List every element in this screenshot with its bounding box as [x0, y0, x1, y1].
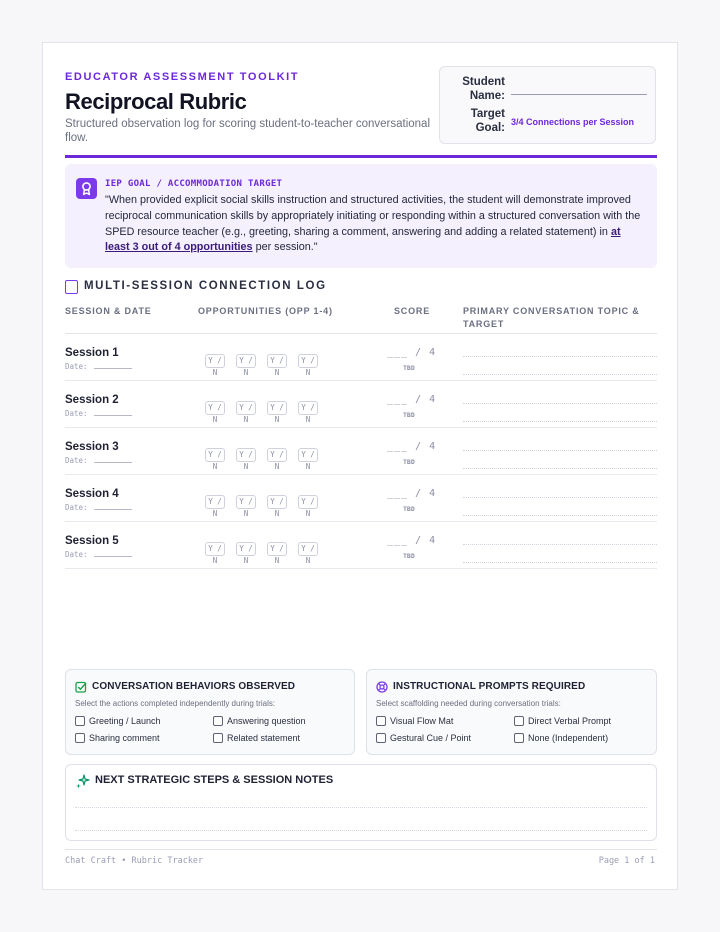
date-label: Date:	[65, 503, 88, 512]
topic-line[interactable]	[463, 421, 657, 422]
goal-label-line2: Goal:	[475, 122, 505, 134]
checkbox-label: Sharing comment	[89, 733, 160, 743]
clipboard-icon	[65, 280, 78, 294]
date-label: Date:	[65, 456, 88, 465]
date-field[interactable]	[94, 504, 132, 510]
col-opportunities-header: OPPORTUNITIES (OPP 1-4)	[198, 306, 333, 316]
date-field[interactable]	[94, 410, 132, 416]
opportunity-2-toggle[interactable]: Y / N	[236, 495, 256, 509]
checkbox-label: Greeting / Launch	[89, 716, 161, 726]
session-date[interactable]	[65, 550, 132, 559]
session-row	[65, 428, 657, 475]
iep-goal-box	[65, 164, 657, 268]
checkbox-box[interactable]	[213, 716, 223, 726]
goal-text-emphasis: at least 3 out of 4 opportunities	[105, 225, 621, 254]
opportunity-4-toggle[interactable]: Y / N	[298, 354, 318, 368]
session-row	[65, 475, 657, 522]
score-status: TBD	[403, 552, 415, 560]
checkbox-direct-verbal[interactable]	[514, 716, 611, 726]
target-goal-label	[445, 107, 505, 135]
session-label: Session 5	[65, 535, 119, 547]
student-info-box	[439, 66, 656, 144]
opportunity-2-toggle[interactable]: Y / N	[236, 354, 256, 368]
notes-title: NEXT STRATEGIC STEPS & SESSION NOTES	[95, 774, 334, 786]
behaviors-subtitle: Select the actions completed independently during trials:	[75, 699, 276, 708]
opportunity-1-toggle[interactable]: Y / N	[205, 401, 225, 415]
topic-line[interactable]	[463, 403, 657, 404]
topic-line[interactable]	[463, 544, 657, 545]
session-label: Session 4	[65, 488, 119, 500]
topic-line[interactable]	[463, 562, 657, 563]
checkbox-label: None (Independent)	[528, 733, 609, 743]
opportunity-1-toggle[interactable]: Y / N	[205, 542, 225, 556]
score-field[interactable]: ___ / 4	[387, 347, 437, 358]
checkbox-label: Answering question	[227, 716, 306, 726]
session-date[interactable]	[65, 503, 132, 512]
iep-goal-label: IEP GOAL / ACCOMMODATION TARGET	[105, 179, 283, 189]
score-field[interactable]: ___ / 4	[387, 394, 437, 405]
opportunity-2-toggle[interactable]: Y / N	[236, 542, 256, 556]
opportunity-3-toggle[interactable]: Y / N	[267, 495, 287, 509]
date-field[interactable]	[94, 551, 132, 557]
session-label: Session 1	[65, 347, 119, 359]
checkbox-box[interactable]	[514, 716, 524, 726]
notes-line	[75, 830, 647, 831]
opportunity-2-toggle[interactable]: Y / N	[236, 448, 256, 462]
topic-line[interactable]	[463, 468, 657, 469]
checkbox-box[interactable]	[213, 733, 223, 743]
checkbox-box[interactable]	[75, 716, 85, 726]
goal-text-end: per session."	[252, 241, 318, 254]
checkbox-box[interactable]	[376, 733, 386, 743]
footer-divider	[65, 849, 657, 850]
opportunity-4-toggle[interactable]: Y / N	[298, 542, 318, 556]
opportunity-3-toggle[interactable]: Y / N	[267, 542, 287, 556]
behaviors-title: CONVERSATION BEHAVIORS OBSERVED	[92, 681, 296, 692]
opportunity-1-toggle[interactable]: Y / N	[205, 354, 225, 368]
score-status: TBD	[403, 458, 415, 466]
session-row	[65, 381, 657, 428]
col-session-header: SESSION & DATE	[65, 306, 152, 316]
page-title: Reciprocal Rubric	[65, 89, 247, 114]
student-name-field[interactable]	[511, 94, 647, 95]
prompts-card	[366, 669, 657, 755]
checkbox-visual-flow-mat[interactable]	[376, 716, 453, 726]
opportunity-4-toggle[interactable]: Y / N	[298, 401, 318, 415]
checkbox-label: Visual Flow Mat	[390, 716, 454, 726]
opportunity-1-toggle[interactable]: Y / N	[205, 448, 225, 462]
lifebuoy-icon	[376, 681, 388, 693]
toolkit-eyebrow: EDUCATOR ASSESSMENT TOOLKIT	[65, 71, 300, 83]
header-divider	[65, 155, 657, 158]
topic-line[interactable]	[463, 515, 657, 516]
notes-line	[75, 807, 647, 808]
checkbox-gestural-cue[interactable]	[376, 733, 471, 743]
date-field[interactable]	[94, 363, 132, 369]
student-label-line1: Student	[462, 76, 505, 88]
topic-line[interactable]	[463, 356, 657, 357]
col-score-header: SCORE	[394, 306, 431, 316]
session-label: Session 2	[65, 394, 119, 406]
iep-goal-text	[105, 193, 641, 256]
student-name-label	[445, 75, 505, 103]
date-label: Date:	[65, 409, 88, 418]
date-label: Date:	[65, 550, 88, 559]
checkbox-label: Gestural Cue / Point	[390, 733, 472, 743]
opportunity-2-toggle[interactable]: Y / N	[236, 401, 256, 415]
checkbox-box[interactable]	[514, 733, 524, 743]
check-square-icon	[75, 681, 87, 693]
student-label-line2: Name:	[469, 90, 505, 102]
checkbox-label: Related statement	[227, 733, 301, 743]
page-subtitle: Structured observation log for scoring student-to-teacher conversational flow.	[65, 118, 431, 144]
award-ribbon-icon	[76, 178, 97, 199]
date-field[interactable]	[94, 457, 132, 463]
score-field[interactable]: ___ / 4	[387, 535, 437, 546]
behaviors-card	[65, 669, 355, 755]
goal-text-main: "When provided explicit social skills instruction and structured activities, the student will demonstrate improved reciprocal communication skills by appropriately initiating or responding within a structured conversation with the SPED resource teacher (e.g., greeting, sharing a comment, answering and adding a related statement) in	[105, 194, 641, 238]
goal-label-line1: Target	[470, 108, 505, 120]
checkbox-answering[interactable]	[213, 716, 306, 726]
score-status: TBD	[403, 411, 415, 419]
checkbox-box[interactable]	[376, 716, 386, 726]
session-date[interactable]	[65, 362, 132, 371]
prompts-subtitle: Select scaffolding needed during conversation trials:	[376, 699, 561, 708]
opportunity-3-toggle[interactable]: Y / N	[267, 448, 287, 462]
col-topic-header: PRIMARY CONVERSATION TOPIC & TARGET	[463, 306, 640, 329]
session-date[interactable]	[65, 409, 132, 418]
checkbox-box[interactable]	[75, 733, 85, 743]
date-label: Date:	[65, 362, 88, 371]
session-row	[65, 334, 657, 381]
checkbox-label: Direct Verbal Prompt	[528, 716, 612, 726]
score-status: TBD	[403, 364, 415, 372]
notes-card[interactable]	[65, 764, 657, 841]
topic-line[interactable]	[463, 497, 657, 498]
opportunity-4-toggle[interactable]: Y / N	[298, 448, 318, 462]
checkbox-related[interactable]	[213, 733, 300, 743]
session-label: Session 3	[65, 441, 119, 453]
checkbox-independent[interactable]	[514, 733, 608, 743]
footer-page-number: Page 1 of 1	[598, 856, 655, 866]
session-row	[65, 522, 657, 569]
opportunity-4-toggle[interactable]: Y / N	[298, 495, 318, 509]
rubric-page	[42, 42, 678, 890]
sparkle-icon	[75, 774, 90, 789]
checkbox-greeting[interactable]	[75, 716, 161, 726]
session-date[interactable]	[65, 456, 132, 465]
topic-line[interactable]	[463, 450, 657, 451]
prompts-title: INSTRUCTIONAL PROMPTS REQUIRED	[393, 681, 586, 692]
topic-line[interactable]	[463, 374, 657, 375]
footer-brand: Chat Craft • Rubric Tracker	[65, 856, 204, 866]
score-field[interactable]: ___ / 4	[387, 441, 437, 452]
score-field[interactable]: ___ / 4	[387, 488, 437, 499]
opportunity-3-toggle[interactable]: Y / N	[267, 401, 287, 415]
log-title: MULTI-SESSION CONNECTION LOG	[84, 280, 327, 292]
checkbox-sharing[interactable]	[75, 733, 160, 743]
opportunity-3-toggle[interactable]: Y / N	[267, 354, 287, 368]
opportunity-1-toggle[interactable]: Y / N	[205, 495, 225, 509]
target-goal-value: 3/4 Connections per Session	[511, 117, 635, 127]
score-status: TBD	[403, 505, 415, 513]
